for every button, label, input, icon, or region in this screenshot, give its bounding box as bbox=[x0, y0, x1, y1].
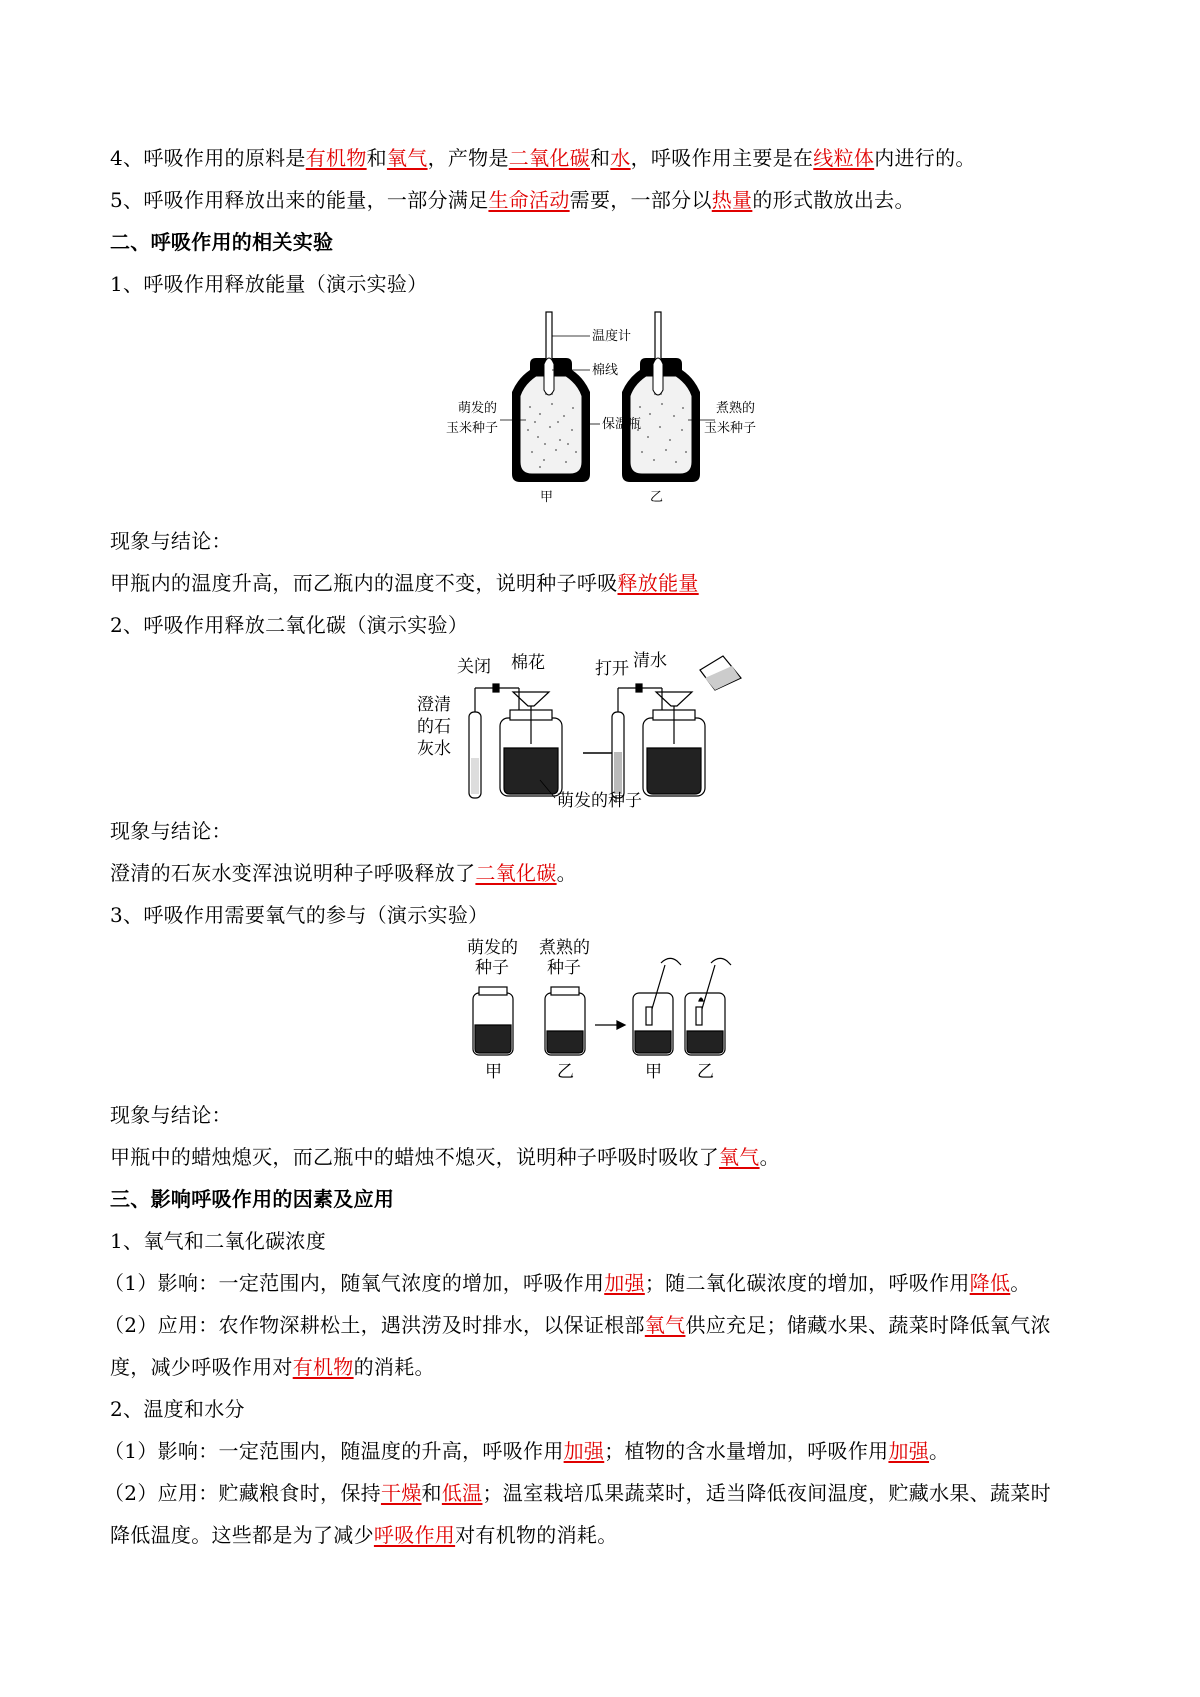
item-4-text: ，产物是 bbox=[427, 146, 509, 170]
factor-1-text: ；随二氧化碳浓度的增加，呼吸作用 bbox=[644, 1271, 970, 1295]
jar-jia-candle-icon bbox=[633, 958, 681, 1055]
label-yi: 乙 bbox=[697, 1062, 714, 1082]
factor-2-text: 对有机物的消耗。 bbox=[455, 1523, 618, 1547]
factor-2-application-cont bbox=[110, 1522, 618, 1548]
exp2-result-text: 。 bbox=[556, 861, 577, 885]
co2-experiment-figure bbox=[417, 648, 780, 811]
item-5-text: 需要，一部分以 bbox=[569, 188, 712, 212]
label-closed: 关闭 bbox=[457, 657, 491, 677]
answer-water: 水 bbox=[610, 146, 631, 170]
answer-increase: 加强 bbox=[888, 1439, 930, 1463]
answer-dry: 干燥 bbox=[380, 1481, 422, 1505]
exp2-result-heading: 现象与结论： bbox=[110, 819, 232, 843]
factor-2-text: 。 bbox=[929, 1439, 950, 1463]
answer-release-energy: 释放能量 bbox=[617, 571, 699, 595]
factor-1-title: 1、氧气和二氧化碳浓度 bbox=[110, 1229, 327, 1253]
factor-1-text: （1）影响：一定范围内，随氧气浓度的增加，呼吸作用 bbox=[104, 1271, 605, 1295]
label-limewater: 灰水 bbox=[417, 739, 451, 759]
answer-increase: 加强 bbox=[563, 1439, 605, 1463]
label-boiled-seeds: 玉米种子 bbox=[704, 421, 757, 436]
label-limewater: 的石 bbox=[417, 717, 451, 737]
label-germinating-seeds: 萌发的 bbox=[458, 401, 498, 416]
factor-1-text: 供应充足；储藏水果、蔬菜时降低氧气浓 bbox=[685, 1313, 1051, 1337]
factor-1-text: 。 bbox=[1010, 1271, 1031, 1295]
factor-1-text: 度，减少呼吸作用对 bbox=[110, 1355, 293, 1379]
exp2-result-text: 澄清的石灰水变浑浊说明种子呼吸释放了 bbox=[110, 861, 476, 885]
label-seeds: 种子 bbox=[475, 958, 509, 978]
exp2-title: 2、呼吸作用释放二氧化碳（演示实验） bbox=[110, 613, 469, 637]
answer-respiration: 呼吸作用 bbox=[373, 1523, 456, 1547]
exp1-result-heading: 现象与结论： bbox=[110, 529, 232, 553]
factor-2-application bbox=[104, 1480, 1051, 1506]
item-4-text: 和 bbox=[366, 146, 387, 170]
label-thermos: 保温瓶 bbox=[602, 417, 642, 432]
factor-2-text: （1）影响：一定范围内，随温度的升高，呼吸作用 bbox=[104, 1439, 564, 1463]
label-jia: 甲 bbox=[645, 1062, 662, 1082]
flask-yi-icon bbox=[622, 312, 700, 482]
jar-yi-icon bbox=[545, 987, 585, 1055]
label-thermometer: 温度计 bbox=[592, 329, 632, 344]
exp3-title: 3、呼吸作用需要氧气的参与（演示实验） bbox=[110, 903, 489, 927]
factor-1-impact bbox=[104, 1270, 1031, 1296]
answer-increase: 加强 bbox=[604, 1271, 645, 1295]
section-2-heading: 二、呼吸作用的相关实验 bbox=[110, 230, 334, 254]
jar-yi-candle-icon bbox=[685, 958, 731, 1055]
label-open: 打开 bbox=[595, 659, 629, 679]
factor-1-application-cont bbox=[110, 1354, 435, 1380]
answer-oxygen: 氧气 bbox=[719, 1145, 760, 1169]
answer-low-temp: 低温 bbox=[441, 1481, 483, 1505]
factor-2-text: （2）应用：贮藏粮食时，保持 bbox=[104, 1481, 381, 1505]
label-water: 清水 bbox=[633, 651, 667, 671]
label-jia: 甲 bbox=[540, 490, 554, 505]
factor-2-text: ；温室栽培瓜果蔬菜时，适当降低夜间温度，贮藏水果、蔬菜时 bbox=[482, 1481, 1051, 1505]
label-cotton: 棉花 bbox=[511, 653, 545, 673]
factor-1-text: （2）应用：农作物深耕松土，遇洪涝及时排水，以保证根部 bbox=[104, 1313, 645, 1337]
jar-jia-icon bbox=[473, 987, 513, 1055]
answer-oxygen: 氧气 bbox=[644, 1313, 686, 1337]
item-5-text: 的形式散放出去。 bbox=[752, 188, 915, 212]
item-4-text: ，呼吸作用主要是在 bbox=[630, 146, 814, 170]
answer-organic-matter: 有机物 bbox=[292, 1355, 354, 1379]
label-yi: 乙 bbox=[557, 1062, 574, 1082]
item-4-text: 和 bbox=[589, 146, 611, 170]
exp3-result-heading: 现象与结论： bbox=[110, 1103, 232, 1127]
label-boiled-seeds: 煮熟的 bbox=[716, 401, 756, 416]
factor-2-text: 和 bbox=[421, 1481, 442, 1505]
thermos-experiment-figure bbox=[440, 312, 780, 507]
exp1-title: 1、呼吸作用释放能量（演示实验） bbox=[110, 272, 428, 296]
answer-life-activity: 生命活动 bbox=[488, 188, 570, 212]
co2-setup-open-icon bbox=[612, 656, 741, 798]
answer-co2: 二氧化碳 bbox=[508, 146, 590, 170]
label-yi: 乙 bbox=[650, 490, 664, 505]
item-5-text: 5、呼吸作用释放出来的能量，一部分满足 bbox=[110, 188, 489, 212]
label-boiled: 煮熟的 bbox=[539, 938, 590, 958]
section-3-heading: 三、影响呼吸作用的因素及应用 bbox=[110, 1187, 395, 1211]
answer-organic-matter: 有机物 bbox=[305, 146, 367, 170]
label-limewater: 澄清 bbox=[417, 695, 451, 715]
label-seeds: 种子 bbox=[547, 958, 581, 978]
exp3-result bbox=[110, 1144, 780, 1170]
factor-2-text: ；植物的含水量增加，呼吸作用 bbox=[604, 1439, 889, 1463]
item-4-text: 4、呼吸作用的原料是 bbox=[110, 146, 306, 170]
exp3-result-text: 。 bbox=[759, 1145, 780, 1169]
label-germinating: 萌发的 bbox=[467, 938, 518, 958]
factor-1-text: 的消耗。 bbox=[353, 1355, 435, 1379]
factor-1-application bbox=[104, 1312, 1051, 1338]
answer-decrease: 降低 bbox=[969, 1271, 1011, 1295]
answer-co2: 二氧化碳 bbox=[475, 861, 557, 885]
answer-mitochondria: 线粒体 bbox=[813, 146, 875, 170]
label-jia: 甲 bbox=[485, 1062, 502, 1082]
exp1-result-text: 甲瓶内的温度升高，而乙瓶内的温度不变，说明种子呼吸 bbox=[110, 571, 618, 595]
label-germinating-seeds: 玉米种子 bbox=[446, 421, 499, 436]
exp2-result bbox=[110, 860, 577, 886]
factor-2-title: 2、温度和水分 bbox=[110, 1397, 245, 1421]
exp1-result bbox=[110, 570, 699, 596]
answer-oxygen: 氧气 bbox=[386, 146, 428, 170]
oxygen-experiment-figure bbox=[455, 935, 765, 1085]
answer-heat: 热量 bbox=[711, 188, 753, 212]
co2-setup-closed-icon bbox=[469, 684, 562, 798]
factor-2-text: 降低温度。这些都是为了减少 bbox=[110, 1523, 374, 1547]
factor-2-impact bbox=[104, 1438, 949, 1464]
label-germinating-seeds: 萌发的种子 bbox=[557, 791, 642, 811]
label-cotton-thread: 棉线 bbox=[592, 363, 619, 378]
item-4-text: 内进行的。 bbox=[874, 146, 976, 170]
flask-jia-icon bbox=[512, 312, 590, 482]
exp3-result-text: 甲瓶中的蜡烛熄灭，而乙瓶中的蜡烛不熄灭，说明种子呼吸时吸收了 bbox=[110, 1145, 719, 1169]
item-4 bbox=[110, 145, 976, 171]
item-5 bbox=[110, 187, 915, 213]
